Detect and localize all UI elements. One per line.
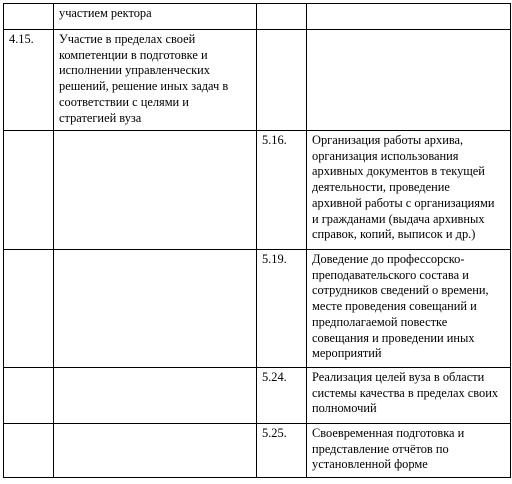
row-text-right: Организация работы архива, организация использования архивных документов в текущей деятельности, проведение архивной работы с организациями и гражданами (выдача архивных справок, копий, выписок и др.)	[307, 131, 511, 250]
table-row	[4, 131, 511, 250]
table-row	[4, 4, 511, 30]
row-number-left	[4, 424, 54, 478]
row-number-left: 4.15.	[4, 30, 54, 131]
row-number-left	[4, 4, 54, 30]
row-text-left	[54, 131, 257, 250]
row-number-right	[257, 4, 307, 30]
row-number-left	[4, 250, 54, 368]
row-text-left	[54, 250, 257, 368]
row-number-right: 5.16.	[257, 131, 307, 250]
row-number-right	[257, 30, 307, 131]
responsibilities-table	[3, 3, 511, 478]
row-text-right: Своевременная подготовка и представление отчётов по установленной форме	[307, 424, 511, 478]
row-text-left: участием ректора	[54, 4, 257, 30]
row-number-left	[4, 368, 54, 424]
row-text-left: Участие в пределах своей компетенции в подготовке и исполнении управленческих решений, решение иных задач в соответствии с целями и стратегией вуза	[54, 30, 257, 131]
row-text-right	[307, 4, 511, 30]
table-row	[4, 250, 511, 368]
row-text-right: Реализация целей вуза в области системы качества в пределах своих полномочий	[307, 368, 511, 424]
row-number-right: 5.19.	[257, 250, 307, 368]
row-number-left	[4, 131, 54, 250]
row-text-right	[307, 30, 511, 131]
table-row	[4, 30, 511, 131]
row-text-left	[54, 424, 257, 478]
table-row	[4, 424, 511, 478]
row-number-right: 5.24.	[257, 368, 307, 424]
row-number-right: 5.25.	[257, 424, 307, 478]
row-text-left	[54, 368, 257, 424]
table-row	[4, 368, 511, 424]
row-text-right: Доведение до профессорско- преподавательского состава и сотрудников сведений о времени, месте проведения совещаний и предполагаемой повестке совещания и проведении иных мероприятий	[307, 250, 511, 368]
